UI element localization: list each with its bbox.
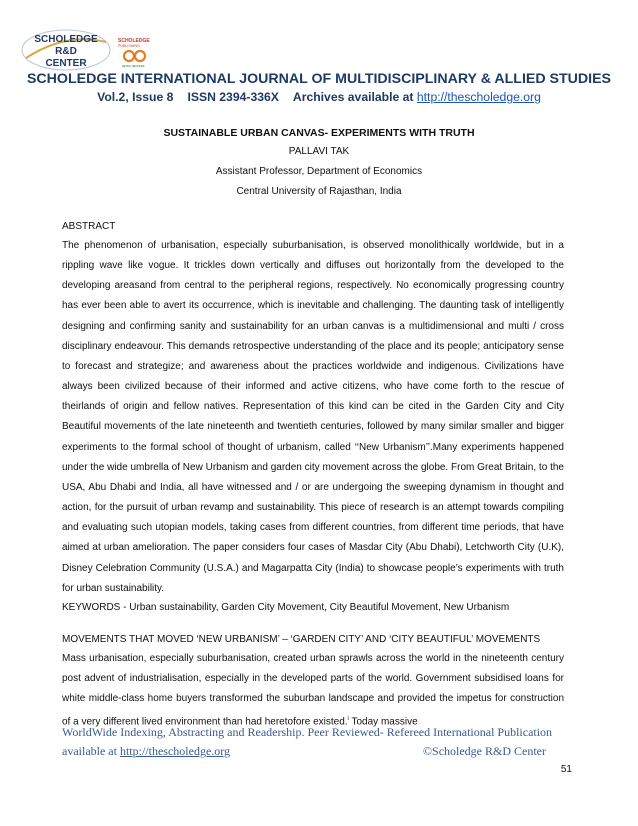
issue-line bbox=[0, 90, 638, 104]
abstract-heading: ABSTRACT bbox=[62, 221, 116, 232]
page-number: 51 bbox=[560, 764, 572, 775]
abstract-text: The phenomenon of urbanisation, especially suburbanisation, is observed monolithically worldwide, but in a rippling wave like vogue. It trickles down vertically and diffuses out horizontally from the developed to the developing areasand from central to the peripheral regions, respectively. No economically progressing country has ever been able to avert its occurrence, which is inevitable and challenging. The daunting task of intelligently designing and confirming sanity and sustainability for an urban canvas is a multidimensional and multi / cross disciplinary endeavour. This demands retrospective understanding of the place and its people; anticipatory sense to forecast and strategize; and awareness about the practices worldwide and indigenous. Civilizations have always been civilized because of their informed and active citizens, who have come forth to the rescue of theirlands of origin and fellow natives. Representation of this kind can be cited in the Garden City and City Beautiful movements of the late nineteenth and twentieth centuries, followed by many similar smaller and bigger experiments to the formal school of thought of urbanism, called ‘‘New Urbanism’’.Many experiments happened under the wide umbrella of New Urbanism and garden city movement across the globe. From Great Britain, to the USA, Abu Dhabi and India, all have witnessed and / or are undergoing the sweeping dynamism in thought and action, for the pursuit of urban revamp and sustainability. This piece of research is an attempt towards compiling and evaluating such utopian models, taking cases from different countries, from different time periods, that have aimed at urban amelioration. The paper considers four cases of Masdar City (Abu Dhabi), Letchworth City (U.K), Disney Celebration Community (U.S.A.) and Magarpatta City (India) to showcase people’s experiments with truth for urban sustainability. bbox=[62, 240, 564, 594]
keywords: KEYWORDS - Urban sustainability, Garden City Movement, City Beautiful Movement, New Urbanism bbox=[62, 602, 510, 613]
footer-copyright: ©Scholedge R&D Center bbox=[422, 744, 546, 758]
article-title: SUSTAINABLE URBAN CANVAS- EXPERIMENTS WITH TRUTH bbox=[163, 127, 475, 139]
section-paragraph bbox=[62, 649, 564, 733]
footnote-marker[interactable]: i bbox=[347, 716, 349, 723]
section-heading: MOVEMENTS THAT MOVED ‘NEW URBANISM’ – ‘GARDEN CITY’ AND ‘CITY BEAUTIFUL’ MOVEMENTS bbox=[62, 634, 541, 645]
author-position: Assistant Professor, Department of Economics bbox=[215, 166, 423, 177]
svg-text:R&D: R&D bbox=[55, 46, 77, 57]
scholedge-rd-center-logo bbox=[20, 28, 112, 72]
svg-text:PUBLISHING: PUBLISHING bbox=[118, 44, 140, 48]
svg-text:SCHOLEDGE: SCHOLEDGE bbox=[34, 34, 98, 45]
footer-available-label: available at bbox=[62, 744, 117, 758]
footer-availability bbox=[62, 744, 230, 759]
issn: ISSN 2394-336X bbox=[187, 90, 279, 104]
section-text-cont: Today massive bbox=[348, 716, 418, 728]
footer-link[interactable]: http://thescholedge.org bbox=[119, 744, 231, 758]
author-institution: Central University of Rajasthan, India bbox=[236, 186, 402, 197]
section-text: Mass urbanisation, especially suburbanisation, created urban sprawls across the world in the nineteenth century post advent of industrialisation, especially in the developed parts of the world. Government subsidised loans for white middle-class home buyers transformed the suburban landscape and provided the impetus for construction of a very different lived environment than had heretofore existed. bbox=[62, 653, 564, 728]
svg-text:SCHOLEDGE: SCHOLEDGE bbox=[118, 38, 150, 44]
journal-title: SCHOLEDGE INTERNATIONAL JOURNAL OF MULTIDISCIPLINARY & ALLIED STUDIES bbox=[26, 71, 612, 87]
archives-label: Archives available at bbox=[292, 90, 414, 104]
footer-indexing-line: WorldWide Indexing, Abstracting and Readership. Peer Reviewed- Refereed International Publication bbox=[62, 725, 553, 739]
author-name: PALLAVI TAK bbox=[288, 146, 350, 157]
volume-issue: Vol.2, Issue 8 bbox=[97, 90, 174, 104]
open-access-logo bbox=[118, 36, 154, 68]
archives-link[interactable]: http://thescholedge.org bbox=[416, 90, 541, 104]
svg-text:open access: open access bbox=[122, 63, 145, 68]
svg-text:CENTER: CENTER bbox=[45, 58, 87, 69]
